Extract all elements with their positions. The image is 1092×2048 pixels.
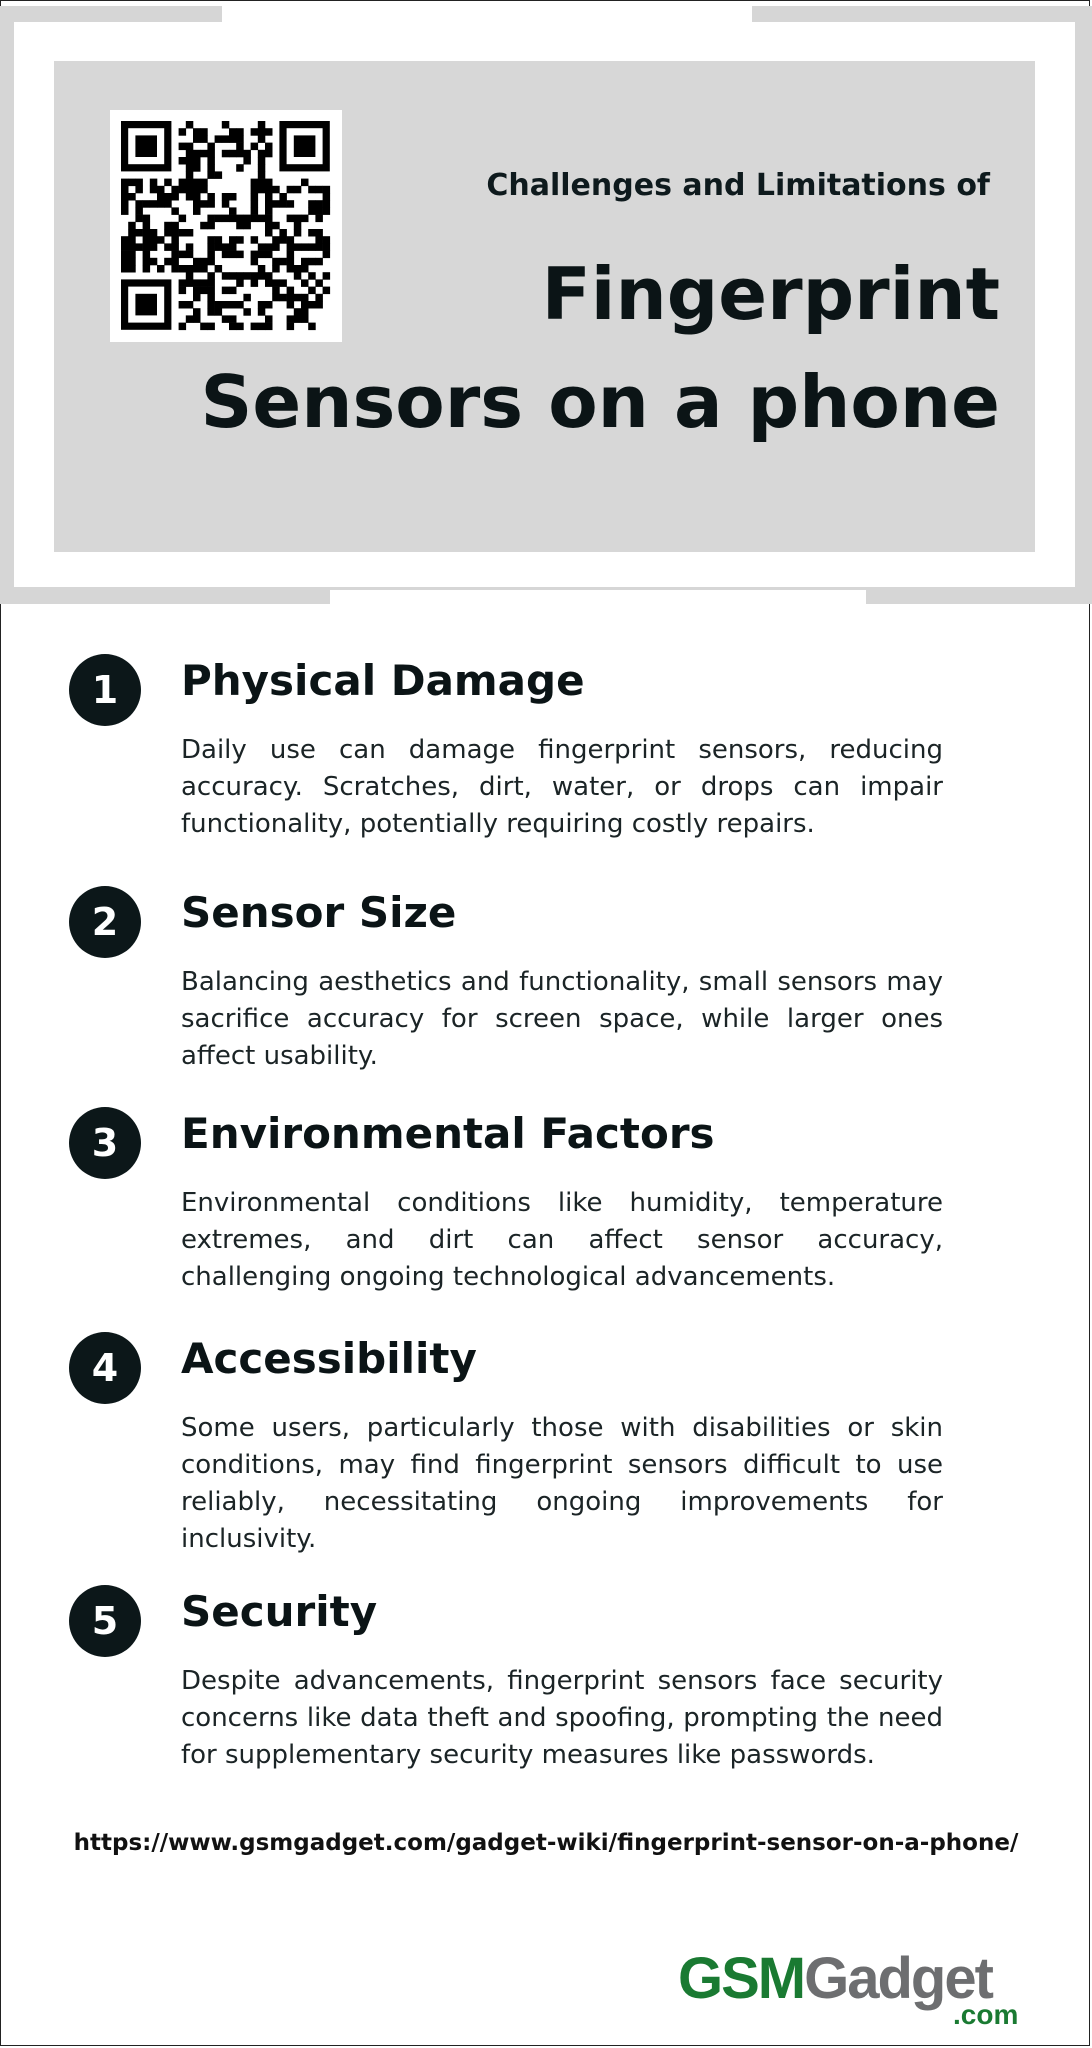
number-badge: 5 <box>69 1585 141 1657</box>
item-description: Daily use can damage fingerprint sensors, reducing accuracy. Scratches, dirt, water, or drops can impair functionality, potentially requiring costly repairs. <box>181 735 943 839</box>
logo-com: .com <box>953 1999 1019 2030</box>
page-title-line-1: Fingerprint <box>541 252 1000 336</box>
number-badge: 2 <box>69 886 141 958</box>
number-badge: 4 <box>69 1332 141 1404</box>
item-description: Balancing aesthetics and functionality, small sensors may sacrifice accuracy for screen space, while larger ones affect usability. <box>181 967 943 1071</box>
item-heading: Sensor Size <box>181 888 457 937</box>
frame-gap-top <box>222 6 752 22</box>
item-heading: Security <box>181 1587 378 1636</box>
gsmgadget-logo <box>678 1940 1038 2030</box>
logo-wordmark: GSMGadget <box>678 1946 992 2011</box>
item-heading: Physical Damage <box>181 656 585 705</box>
item-description: Some users, particularly those with disabilities or skin conditions, may find fingerprint sensors difficult to use reliably, necessitating ongoing improvements for inclusivity. <box>181 1413 943 1554</box>
number-badge: 1 <box>69 654 141 726</box>
source-url[interactable]: https://www.gsmgadget.com/gadget-wiki/fingerprint-sensor-on-a-phone/ <box>73 1830 1019 1856</box>
frame-gap-bottom <box>330 590 866 604</box>
number-badge: 3 <box>69 1107 141 1179</box>
item-heading: Accessibility <box>181 1334 477 1383</box>
item-description: Environmental conditions like humidity, temperature extremes, and dirt can affect sensor accuracy, challenging ongoing technological advancements. <box>181 1188 943 1292</box>
page-title <box>100 240 1000 456</box>
item-description: Despite advancements, fingerprint sensors face security concerns like data theft and spoofing, prompting the need for supplementary security measures like passwords. <box>181 1666 943 1770</box>
logo-graphic <box>678 1940 1038 2030</box>
item-heading: Environmental Factors <box>181 1109 715 1158</box>
header-subtitle: Challenges and Limitations of <box>486 168 990 203</box>
page-title-line-2: Sensors on a phone <box>200 360 1000 444</box>
